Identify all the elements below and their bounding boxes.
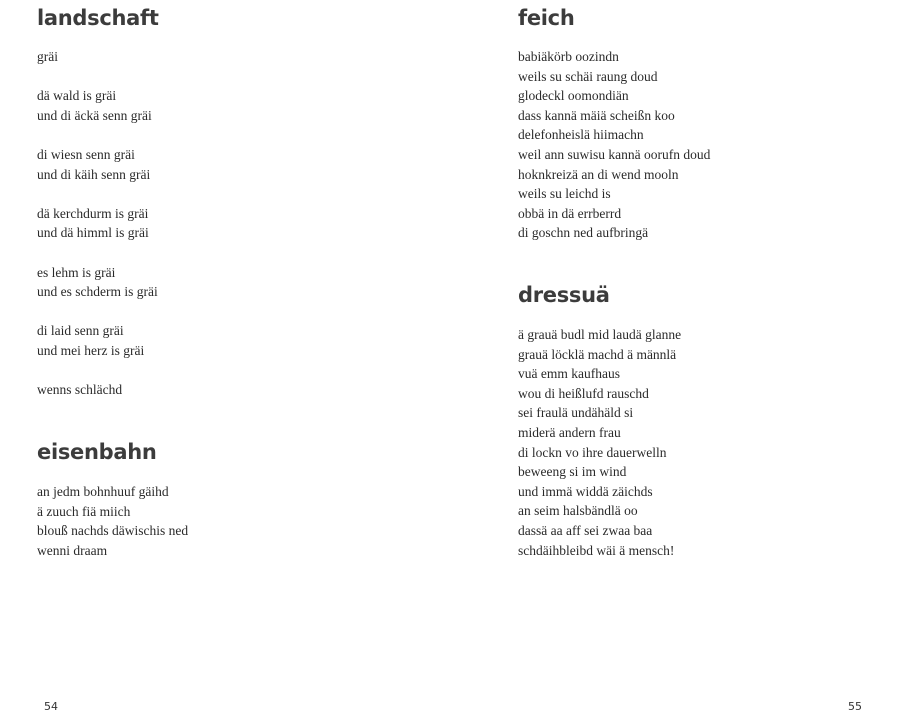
poem-line: gräi bbox=[37, 49, 58, 64]
poem-line: an jedm bohnhuuf gäihd bbox=[37, 484, 169, 499]
poem-line: es lehm is gräi bbox=[37, 264, 116, 280]
stanza bbox=[37, 47, 159, 67]
poem-title: feich bbox=[518, 6, 575, 30]
poem-line: dä kerchdurm is gräi bbox=[37, 205, 149, 221]
stanza bbox=[37, 321, 159, 360]
poem-feich bbox=[518, 5, 710, 243]
poem-line: di laid senn gräi bbox=[37, 323, 124, 339]
poem-line: miderä andern frau bbox=[518, 424, 621, 440]
poem-line: grauä löcklä machd ä männlä bbox=[518, 346, 677, 362]
poem-line: schdäihbleibd wäi ä mensch! bbox=[518, 542, 675, 558]
poem-title: eisenbahn bbox=[37, 440, 157, 464]
poem-line: und di käih senn gräi bbox=[37, 166, 151, 182]
poem-line: delefonheislä hiimachn bbox=[518, 127, 644, 143]
poem-line: weils su leichd is bbox=[518, 186, 611, 202]
poem-line: und mei herz is gräi bbox=[37, 342, 145, 358]
poem-line: an seim halsbändlä oo bbox=[518, 503, 638, 519]
stanza bbox=[37, 263, 159, 302]
stanza bbox=[518, 47, 710, 243]
poem-line: blouß nachds däwischis ned bbox=[37, 523, 189, 539]
poem-line: weil ann suwisu kannä oorufn doud bbox=[518, 146, 711, 162]
stanza bbox=[37, 145, 159, 184]
stanza bbox=[37, 86, 159, 125]
poem-line: und immä widdä zäichds bbox=[518, 483, 653, 499]
poem-line: dä wald is gräi bbox=[37, 88, 117, 104]
poem-landschaft bbox=[37, 5, 159, 400]
page-number: 54 bbox=[44, 700, 58, 713]
poem-line: und dä himml is gräi bbox=[37, 225, 149, 241]
stanza bbox=[37, 380, 159, 400]
poem-line: wenni draam bbox=[37, 542, 108, 558]
poem-line: sei fraulä undähäld si bbox=[518, 405, 634, 421]
page-number: 55 bbox=[848, 700, 862, 713]
poem-line: wou di heißlufd rauschd bbox=[518, 385, 649, 401]
stanza bbox=[37, 482, 188, 560]
poem-title: landschaft bbox=[37, 6, 159, 30]
poem-line: obbä in dä errberrd bbox=[518, 205, 622, 221]
poem-line: dassä aa aff sei zwaa baa bbox=[518, 522, 653, 538]
poem-line: weils su schäi raung doud bbox=[518, 68, 658, 84]
poem-line: und di äckä senn gräi bbox=[37, 107, 152, 123]
stanza bbox=[37, 204, 159, 243]
poem-line: di goschn ned aufbringä bbox=[518, 225, 649, 241]
poem-line: vuä emm kaufhaus bbox=[518, 366, 620, 382]
poem-line: wenns schlächd bbox=[37, 382, 123, 398]
poem-title: dressuä bbox=[518, 283, 610, 307]
poem-line: beweeng si im wind bbox=[518, 464, 627, 480]
right-page bbox=[449, 0, 898, 718]
poem-dressua bbox=[518, 282, 681, 560]
poem-eisenbahn bbox=[37, 439, 188, 560]
poem-line: und es schderm is gräi bbox=[37, 284, 158, 300]
poem-line: ä grauä budl mid laudä glanne bbox=[518, 327, 682, 342]
poem-line: dass kannä mäiä scheißn koo bbox=[518, 107, 675, 123]
poem-line: di wiesn senn gräi bbox=[37, 146, 135, 162]
poem-line: glodeckl oomondiän bbox=[518, 88, 629, 104]
poem-line: babiäkörb oozindn bbox=[518, 49, 619, 64]
poem-line: di lockn vo ihre dauerwelln bbox=[518, 444, 667, 460]
poem-line: hoknkreizä an di wend mooln bbox=[518, 166, 679, 182]
poem-line: ä zuuch fiä miich bbox=[37, 503, 131, 519]
stanza bbox=[518, 325, 681, 560]
